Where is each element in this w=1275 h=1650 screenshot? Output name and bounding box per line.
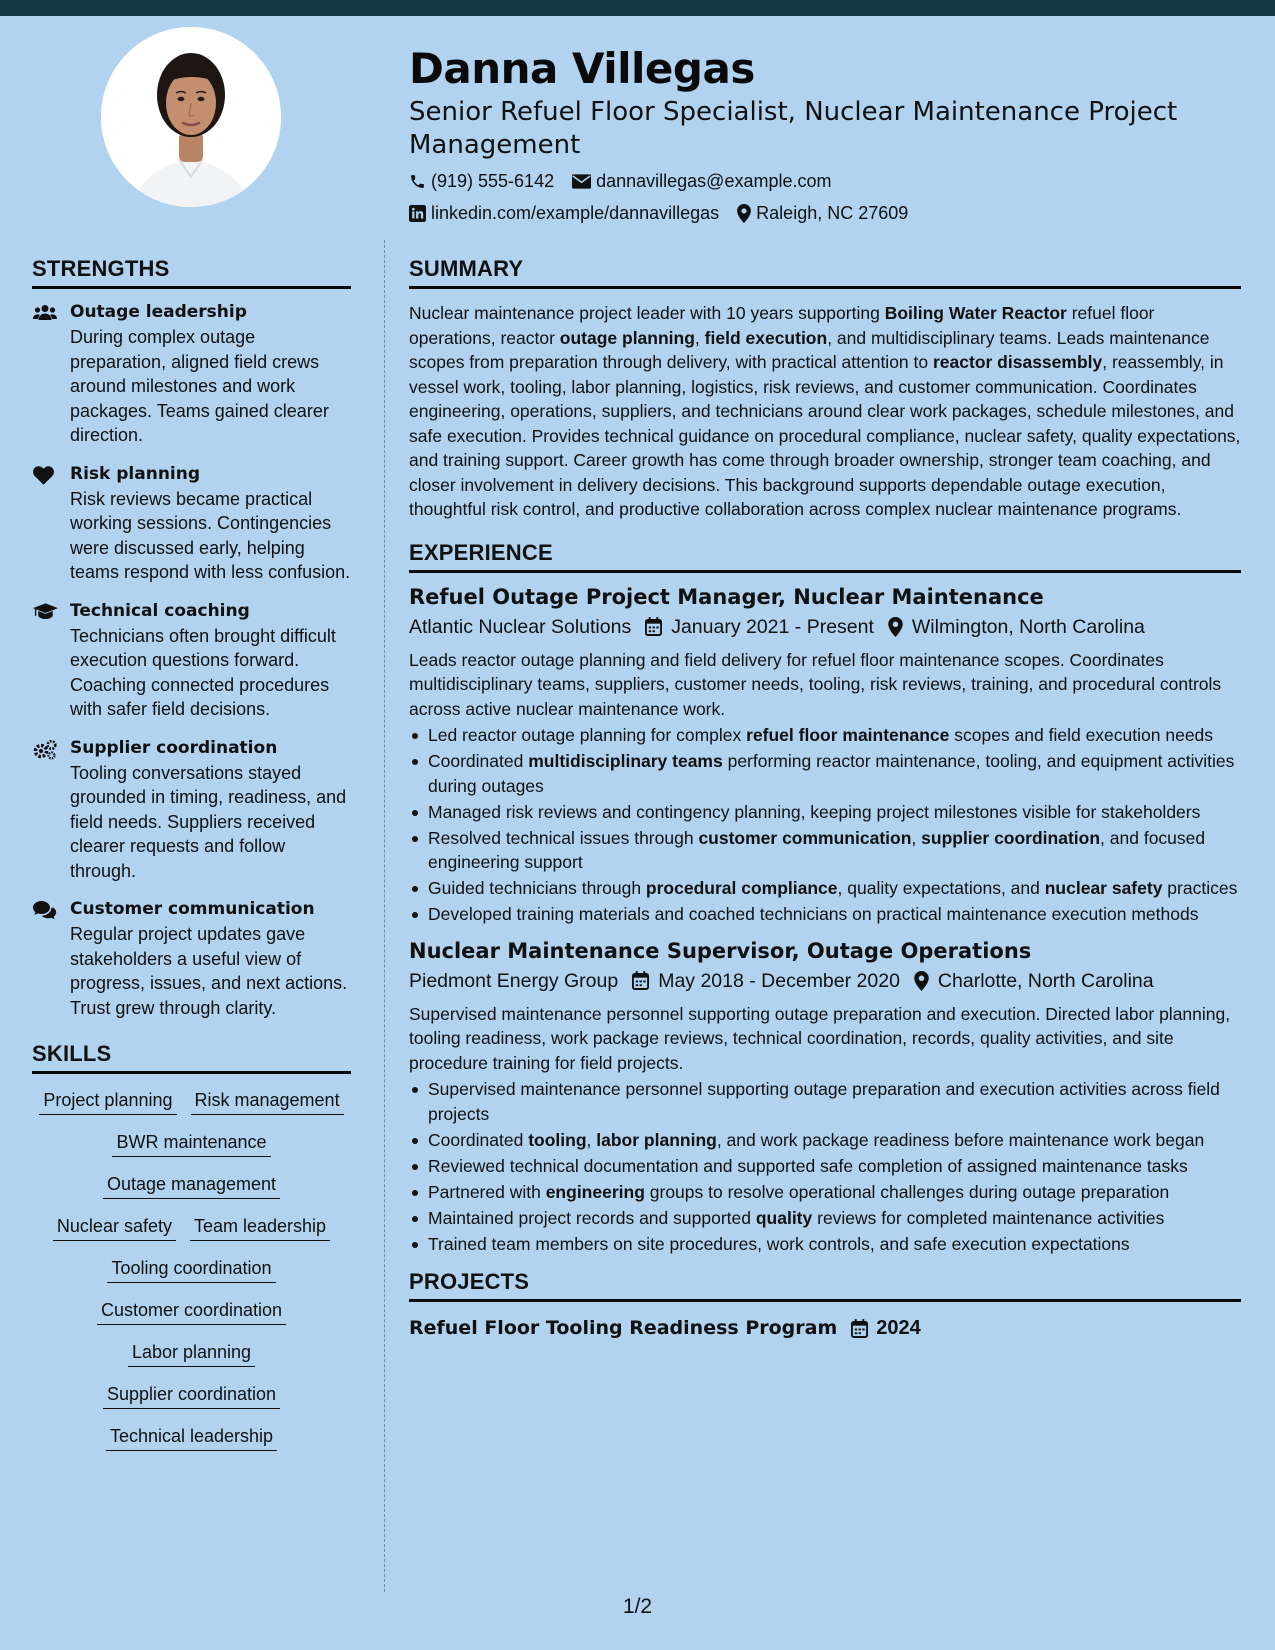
skill-tag: Risk management [191,1088,344,1115]
page-number: 1/2 [622,1595,653,1618]
experience-heading: EXPERIENCE [409,539,1241,573]
body-text: refuel floor operations, reactor [409,303,1155,348]
skills-heading: SKILLS [32,1040,351,1074]
map-pin-icon [888,617,903,637]
emphasis-text: Boiling Water Reactor [884,303,1067,323]
candidate-name: Danna Villegas [409,44,755,93]
bullet-item [409,1180,1241,1205]
skill-tag: Supplier coordination [103,1382,280,1409]
body-text: Supervised maintenance personnel supporting outage preparation and execution activities across field projects [428,1079,1220,1124]
body-text: Led reactor outage planning for complex [428,725,747,745]
strength-item [32,463,351,585]
location-text: Raleigh, NC 27609 [756,203,909,223]
strength-item [32,600,351,722]
skills-row [32,1256,351,1283]
strength-title: Customer communication [70,899,315,919]
calendar-icon [645,617,662,636]
job-meta [409,967,1241,995]
strengths-heading: STRENGTHS [32,255,351,289]
calendar-icon [851,1319,868,1338]
body-text: Partnered with [428,1181,546,1202]
emphasis-text: field execution [704,327,828,348]
body-text: , and focused engineering support [428,827,1206,872]
strength-desc: Regular project updates gave stakeholders a useful view of progress, issues, and next actions. Trust grew through clarity. [70,924,348,1018]
body-text: , [586,1129,597,1150]
project-title: Refuel Floor Tooling Readiness Program [409,1317,838,1339]
left-column [32,255,351,1466]
contact-row-2 [409,202,1239,224]
emphasis-text: refuel floor maintenance [746,725,950,745]
emphasis-text: engineering [545,1181,645,1202]
emphasis-text: quality [755,1207,813,1228]
job-description: Leads reactor outage planning and field delivery for refuel floor maintenance scopes. Coordinates multidisciplinary teams, suppliers, customer needs, tooling, risk reviews, training, and procedural controls across active nuclear maintenance work. [409,649,1222,719]
summary-heading: SUMMARY [409,255,1241,289]
strength-title: Technical coaching [70,600,250,621]
linkedin-contact[interactable] [409,202,719,224]
bullet-item [409,1232,1241,1257]
summary-text [409,301,1241,522]
bullet-item [409,826,1241,875]
body-text: , [911,827,922,848]
candidate-title: Senior Refuel Floor Specialist, Nuclear Maintenance Project Management [409,97,1178,160]
job-location: Wilmington, North Carolina [888,613,1145,641]
emphasis-text: supplier coordination [921,827,1101,848]
skills-row [32,1172,351,1199]
map-pin-icon [737,204,751,223]
bullet-item [409,902,1241,927]
phone-icon [409,173,426,190]
heart-icon [33,466,54,485]
body-text: Resolved technical issues through [428,827,699,848]
strength-desc: Technicians often brought difficult execution questions forward. Coaching connected procedures with safer field decisions. [70,625,336,719]
body-text: groups to resolve operational challenges during outage preparation [644,1181,1170,1202]
emphasis-text: multidisciplinary teams [528,751,723,771]
right-column [409,255,1241,1342]
emphasis-text: tooling [528,1129,587,1150]
skills-row [32,1088,351,1115]
top-accent-bar [0,0,1275,16]
skills-row [32,1130,351,1157]
map-pin-icon [914,971,929,991]
bullet-item [409,876,1241,901]
skill-tag: Project planning [39,1088,176,1115]
job-role: Refuel Outage Project Manager, Nuclear Maintenance [409,584,1044,609]
resume-header [409,42,1239,224]
calendar-icon [632,971,649,990]
job-bullets [409,723,1241,927]
bullet-item [409,723,1241,748]
skill-tag: Labor planning [128,1340,255,1367]
strength-desc: Tooling conversations stayed grounded in timing, readiness, and field needs. Suppliers received clearer requests and follow through. [70,762,347,881]
column-divider [384,240,385,1592]
job-description: Supervised maintenance personnel supporting outage preparation and execution. Directed labor planning, tooling readiness, work package reviews, technical coordination, records, quality activities, and site procedure training for field projects. [409,1003,1231,1073]
profile-photo [101,27,281,207]
job-company: Piedmont Energy Group [409,969,619,992]
skills-row [32,1424,351,1451]
skill-tag: Tooling coordination [107,1256,275,1283]
body-text: , [694,327,705,348]
body-text: Nuclear maintenance project leader with 10 years supporting [409,303,885,323]
skill-tag: BWR maintenance [112,1130,270,1157]
body-text: Guided technicians through [428,878,646,898]
emphasis-text: procedural compliance [645,878,838,898]
body-text: practices [1162,878,1238,898]
job-dates: May 2018 - December 2020 [632,967,900,995]
emphasis-text: nuclear safety [1044,878,1163,898]
body-text: , reassembly, in vessel work, tooling, labor planning, logistics, risk reviews, and customer communication. Coordinates engineering, operations, suppliers, and technicians around clear work packages, schedule milestones, and safe execution. Provides technical guidance on procedural compliance, nuclear safety, quality expectations, and training support. Career growth has come through broader ownership, stronger team coaching, and closer involvement in delivery decisions. This background supports dependable outage execution, thoughtful risk control, and productive collaboration across complex nuclear maintenance programs. [409,352,1241,519]
body-text: Reviewed technical documentation and supported safe completion of assigned maintenance tasks [428,1155,1188,1176]
strength-item [32,737,351,884]
emphasis-text: outage planning [559,327,695,348]
skills-row [32,1340,351,1367]
comments-icon [33,901,57,920]
graduation-cap-icon [33,603,58,620]
strength-desc: During complex outage preparation, aligned field crews around milestones and work packages. Teams gained clearer direction. [70,327,329,445]
experience-list [409,583,1241,1257]
emphasis-text: reactor disassembly [932,352,1103,372]
skill-tag: Nuclear safety [53,1214,176,1241]
bullet-item [409,1077,1241,1126]
strength-item [32,301,351,448]
skill-tag: Outage management [103,1172,280,1199]
body-text: performing reactor maintenance, tooling, and equipment activities during outages [428,751,1235,796]
skill-tag: Customer coordination [97,1298,286,1325]
body-text: Managed risk reviews and contingency planning, keeping project milestones visible for stakeholders [428,801,1201,822]
strength-item [32,898,351,1020]
phone-contact [409,170,554,192]
skill-tag: Technical leadership [106,1424,277,1451]
bullet-item [409,1154,1241,1179]
body-text: Trained team members on site procedures, work controls, and safe execution expectations [428,1233,1130,1254]
job-entry [409,583,1241,927]
job-meta [409,613,1241,641]
phone-number: (919) 555-6142 [431,171,555,191]
body-text: Developed training materials and coached technicians on practical maintenance execution methods [428,904,1199,924]
skills-list [32,1088,351,1451]
project-item [409,1314,1241,1342]
location-contact [737,202,908,224]
skill-tag: Team leadership [190,1214,330,1241]
email-contact[interactable] [572,170,831,192]
body-text: Coordinated [428,1129,529,1150]
body-text: Maintained project records and supported [428,1207,756,1228]
bullet-item [409,1128,1241,1153]
job-bullets [409,1077,1241,1256]
strength-title: Risk planning [70,463,201,484]
strength-title: Supplier coordination [70,737,278,758]
strength-title: Outage leadership [70,302,247,322]
job-dates: January 2021 - Present [645,613,874,641]
emphasis-text: customer communication [698,827,912,848]
job-role: Nuclear Maintenance Supervisor, Outage Operations [409,938,1032,963]
skills-row [32,1382,351,1409]
job-entry [409,937,1241,1257]
bullet-item [409,800,1241,825]
linkedin-url[interactable]: linkedin.com/example/dannavillegas [431,203,720,223]
bullet-item [409,749,1241,798]
bullet-item [409,1206,1241,1231]
envelope-icon [572,174,591,189]
users-icon [33,304,57,321]
gears-icon [33,740,57,760]
linkedin-icon [409,205,426,222]
job-location: Charlotte, North Carolina [914,967,1154,995]
body-text: , and work package readiness before maintenance work began [716,1129,1205,1150]
skills-row [32,1214,351,1241]
strength-desc: Risk reviews became practical working sessions. Contingencies were discussed early, helping teams respond with less confusion. [70,488,351,582]
body-text: , quality expectations, and [837,878,1045,898]
body-text: reviews for completed maintenance activities [812,1207,1165,1228]
body-text: Coordinated [428,751,529,771]
project-year: 2024 [876,1317,921,1339]
emphasis-text: labor planning [596,1129,717,1150]
job-company: Atlantic Nuclear Solutions [409,615,632,638]
body-text: , and multidisciplinary teams. Leads maintenance scopes from preparation through delivery, with practical attention to [409,327,1210,372]
contact-row-1 [409,170,1239,192]
email-address[interactable]: dannavillegas@example.com [596,171,832,191]
body-text: scopes and field execution needs [949,725,1214,745]
skills-row [32,1298,351,1325]
projects-heading: PROJECTS [409,1268,1241,1302]
